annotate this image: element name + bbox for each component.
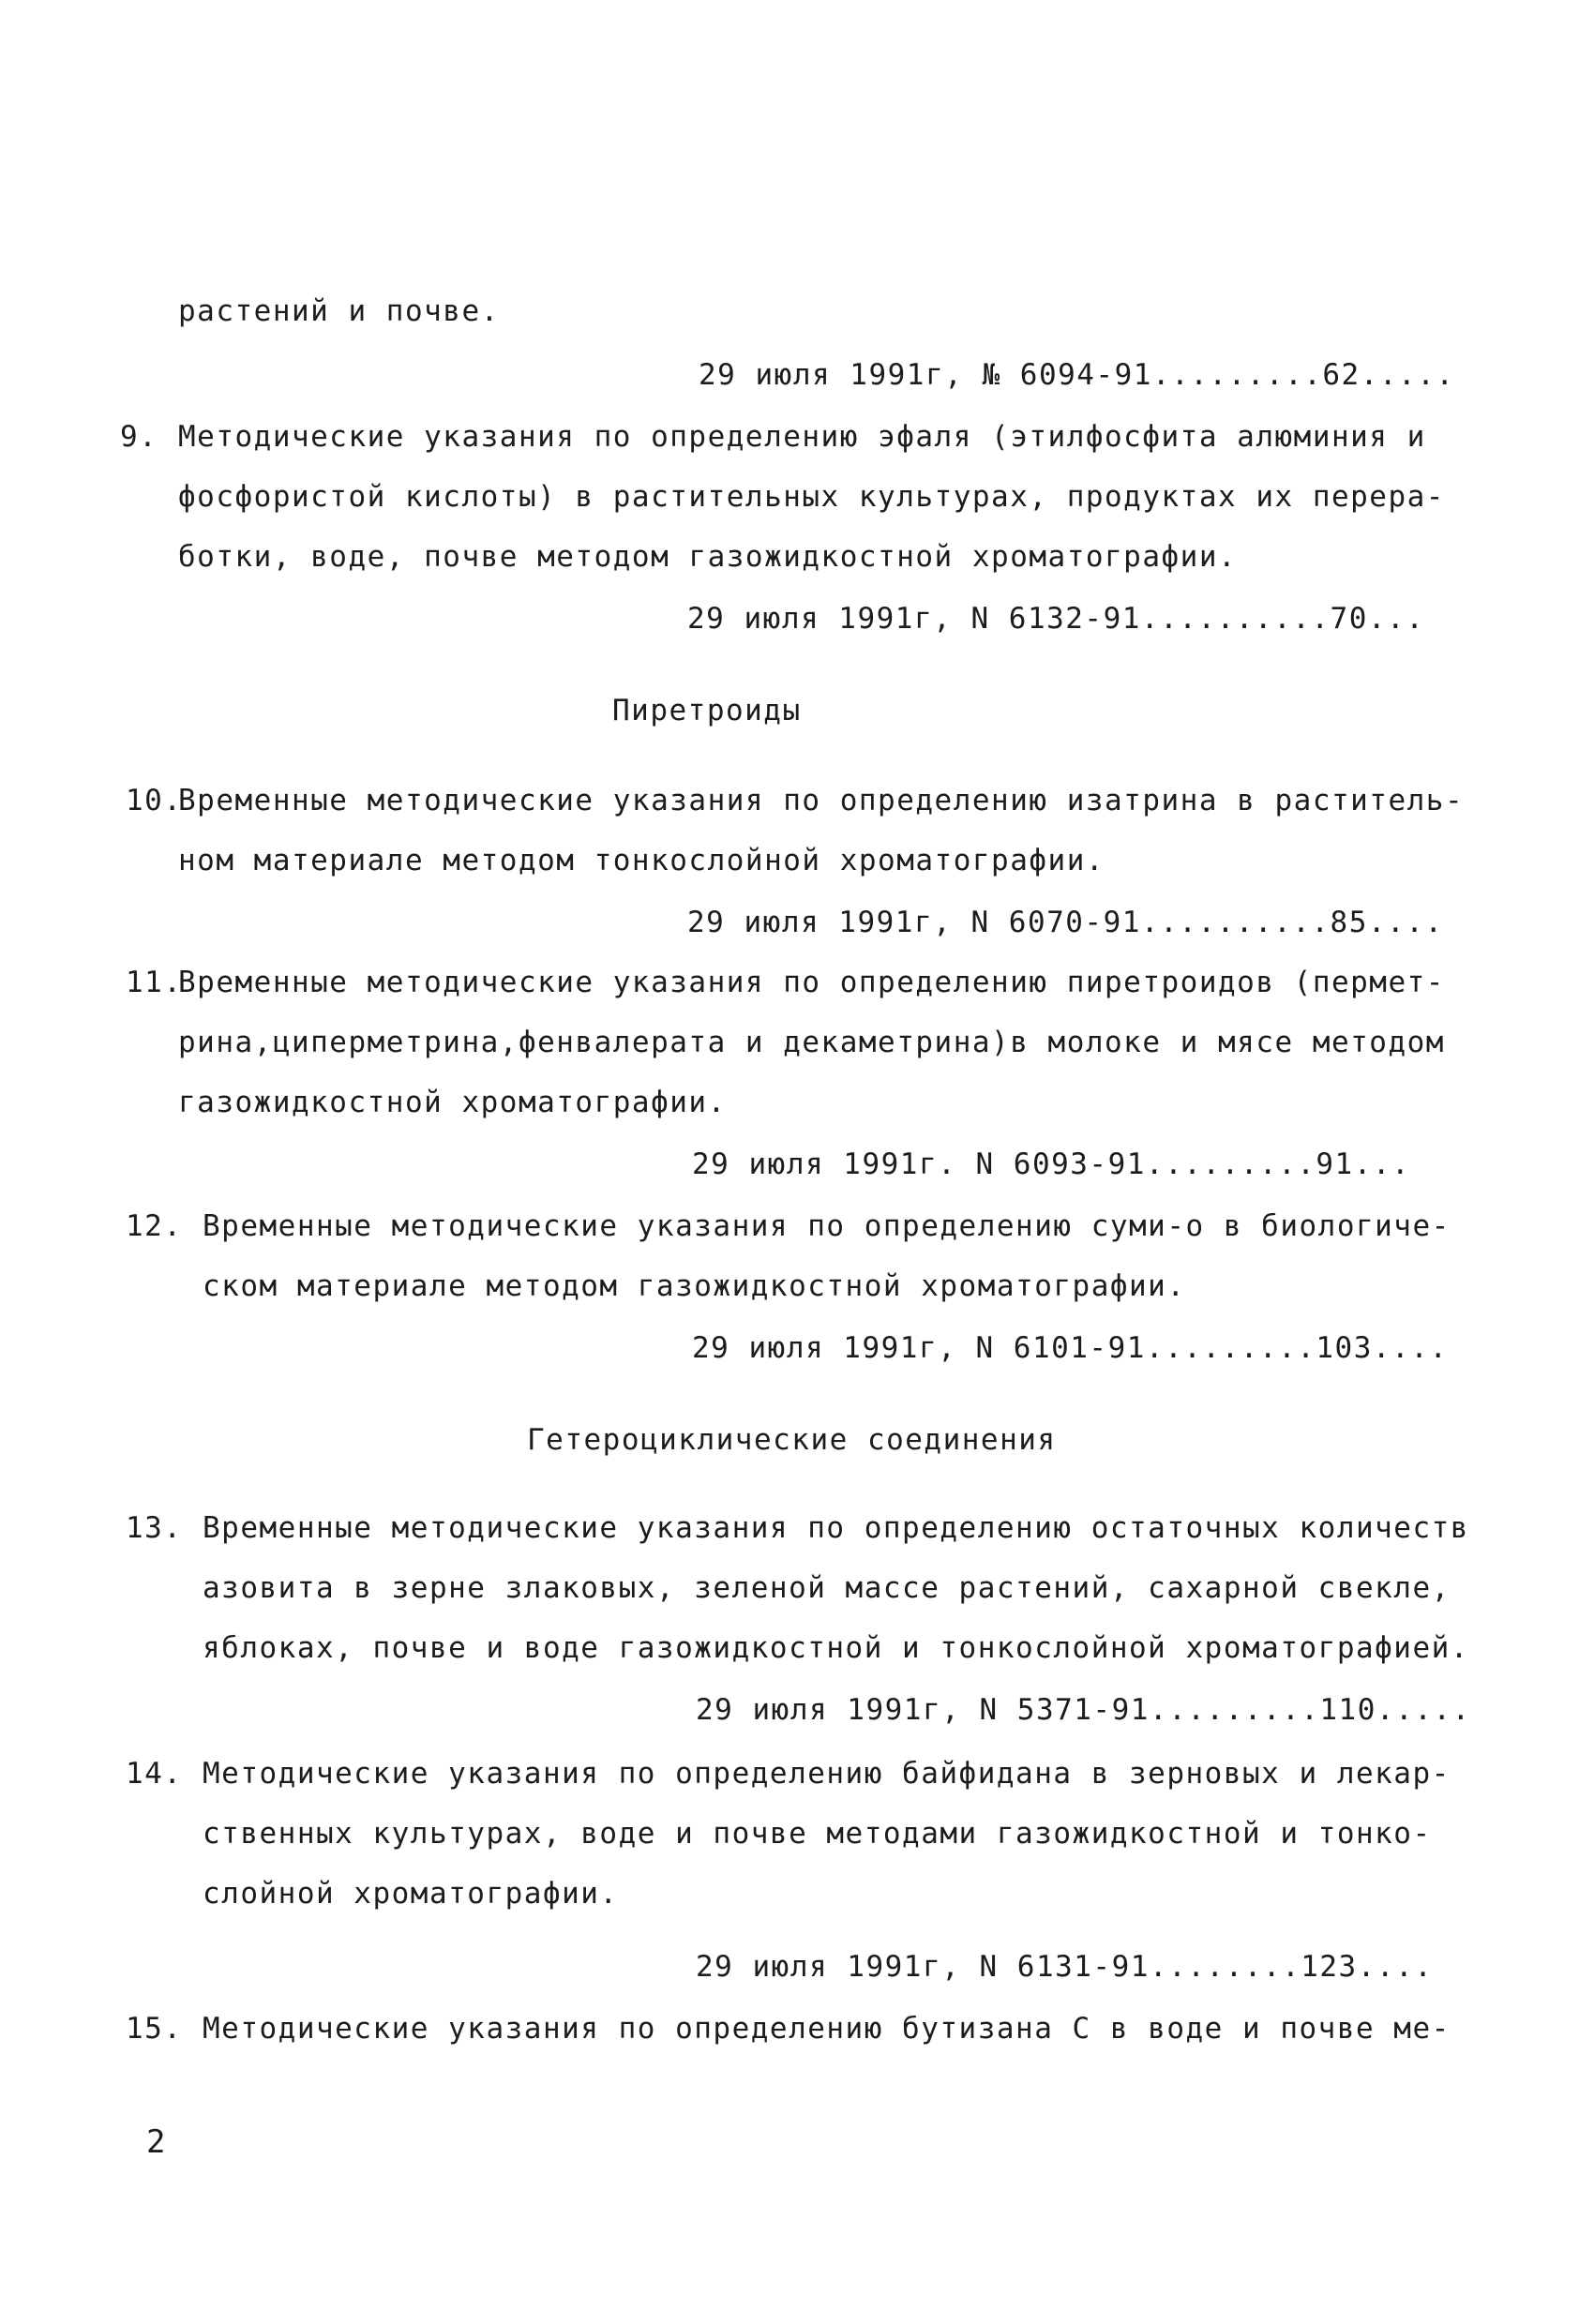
text-line: слойной хроматографии. — [203, 1877, 619, 1911]
text-line: яблоках, почве и воде газожидкостной и тонкослойной хроматографией. — [203, 1631, 1469, 1665]
item-number: 13. — [126, 1511, 183, 1545]
text-line: Методические указания по определению байфидана в зерновых и лекар- — [203, 1757, 1451, 1791]
section-heading: Гетероциклические соединения — [527, 1423, 1057, 1457]
date-line: 29 июля 1991г, N 6132-91..........70... — [687, 602, 1425, 636]
item-number: 15. — [126, 2012, 183, 2046]
text-line: Временные методические указания по определению остаточных количеств — [203, 1511, 1469, 1545]
text-line: газожидкостной хроматографии. — [178, 1086, 727, 1119]
text-line: ственных культурах, воде и почве методами газожидкостной и тонко- — [203, 1817, 1432, 1851]
text-line: рина,циперметрина,фенвалерата и декаметрина)в молоке и мясе методом — [178, 1026, 1445, 1059]
date-line: 29 июля 1991г, N 6070-91..........85.... — [687, 906, 1444, 939]
date-line: 29 июля 1991г, N 6131-91........123.... — [696, 1950, 1434, 1984]
text-line: ном материале методом тонкослойной хроматографии. — [178, 844, 1105, 877]
date-line: 29 июля 1991г, N 5371-91.........110..... — [696, 1693, 1471, 1727]
text-line: Методические указания по определению эфаля (этилфосфита алюминия и — [178, 420, 1426, 454]
text-line: фосфористой кислоты) в растительных культурах, продуктах их перера- — [178, 480, 1445, 514]
section-heading: Пиретроиды — [612, 694, 802, 727]
date-line: 29 июля 1991г, N 6101-91.........103.... — [692, 1331, 1449, 1365]
item-number: 14. — [126, 1757, 183, 1791]
text-line: Временные методические указания по определению суми-о в биологиче- — [203, 1209, 1451, 1243]
page-number: 2 — [146, 2123, 166, 2161]
item-number: 12. — [126, 1209, 183, 1243]
text-line: Временные методические указания по определению изатрина в раститель- — [178, 784, 1465, 817]
date-line: 29 июля 1991г. N 6093-91.........91... — [692, 1147, 1411, 1181]
text-line: Методические указания по определению бутизана С в воде и почве ме- — [203, 2012, 1451, 2046]
text-line: азовита в зерне злаковых, зеленой массе растений, сахарной свекле, — [203, 1571, 1451, 1605]
item-number: 10. — [126, 784, 183, 817]
text-line: ботки, воде, почве методом газожидкостной хроматографии. — [178, 540, 1238, 574]
date-line: 29 июля 1991г, № 6094-91.........62..... — [699, 358, 1455, 392]
text-line: растений и почве. — [178, 294, 500, 328]
item-number: 11. — [126, 966, 183, 999]
text-line: ском материале методом газожидкостной хроматографии. — [203, 1269, 1186, 1303]
text-line: Временные методические указания по определению пиретроидов (пермет- — [178, 966, 1445, 999]
item-number: 9. — [120, 420, 158, 454]
